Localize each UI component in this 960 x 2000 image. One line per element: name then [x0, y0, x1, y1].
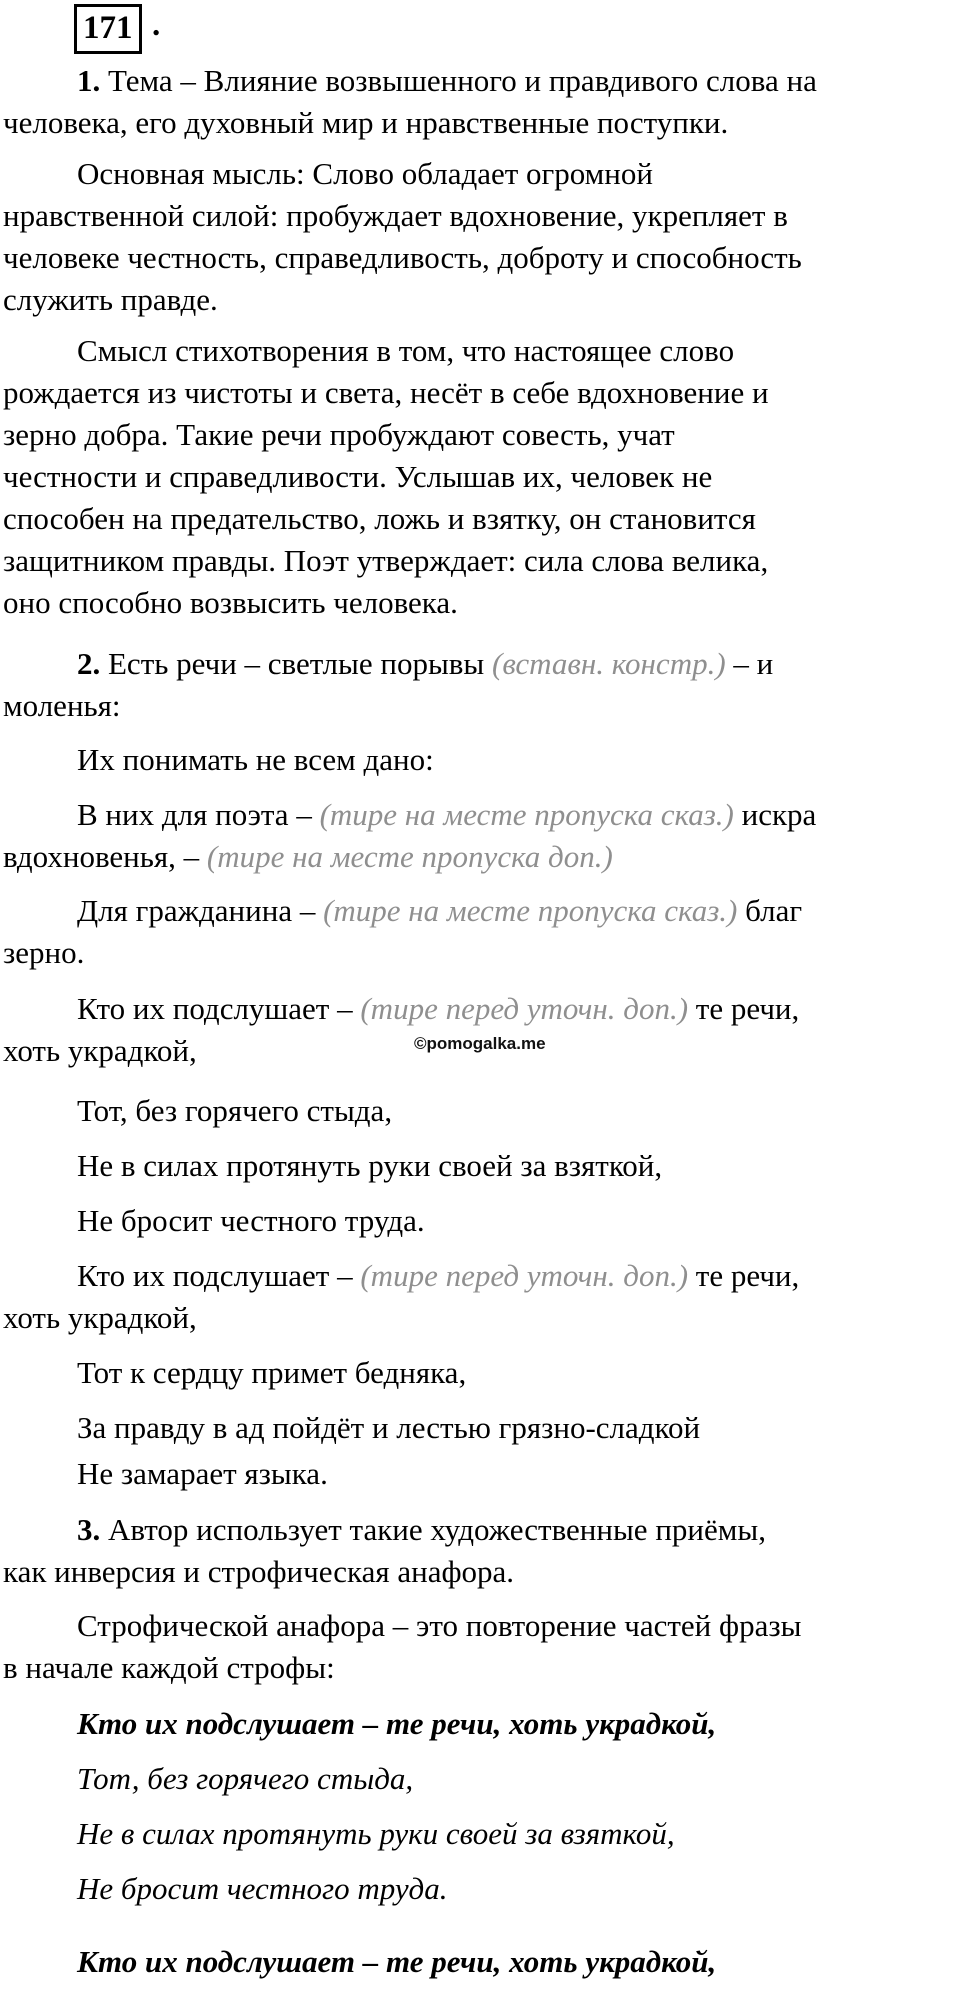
poem-text: вдохновенья, – [3, 839, 207, 874]
poem-line: За правду в ад пойдёт и лестью грязно-сладкой [77, 1410, 701, 1445]
section1-line-1 [77, 60, 954, 102]
main-idea-line-1: Основная мысль: Слово обладает огромной [77, 156, 653, 191]
section2-number: 2. [77, 646, 101, 681]
punctuation-note: (тире на месте пропуска сказ.) [323, 893, 738, 928]
poem-line: моленья: [3, 688, 121, 723]
example-line-bold: Кто их подслушает – те речи, хоть украдкой, [77, 1706, 717, 1741]
poem-text: Для гражданина – [77, 893, 324, 928]
punctuation-note: (тире перед уточн. доп.) [360, 1258, 689, 1293]
punctuation-note: (тире на месте пропуска сказ.) [319, 797, 734, 832]
anaphora-definition-line-1: Строфической анафора – это повторение частей фразы [77, 1608, 802, 1643]
poem-line [77, 988, 954, 1030]
section2-line-1 [77, 643, 954, 685]
poem-line [3, 836, 954, 878]
poem-line: зерно. [3, 935, 85, 970]
poem-line: Тот, без горячего стыда, [77, 1093, 393, 1128]
section3-line-1 [77, 1509, 954, 1551]
meaning-line-1: Смысл стихотворения в том, что настоящее слово [77, 333, 735, 368]
meaning-line-5: способен на предательство, ложь и взятку, он становится [3, 501, 756, 536]
example-line: Не бросит честного труда. [77, 1871, 448, 1906]
task-number-box [74, 4, 142, 54]
meaning-line-6: защитником правды. Поэт утверждает: сила слова велика, [3, 543, 769, 578]
main-idea-line-4: служить правде. [3, 282, 218, 317]
watermark: ©pomogalka.me [414, 1034, 546, 1053]
poem-text: те речи, [688, 991, 800, 1026]
poem-text: В них для поэта – [77, 797, 320, 832]
section1-number: 1. [77, 63, 101, 98]
poem-text: Есть речи – светлые порывы [100, 646, 492, 681]
punctuation-note: (тире перед уточн. доп.) [360, 991, 689, 1026]
poem-line: Не в силах протянуть руки своей за взяткой, [77, 1148, 663, 1183]
section1-line-2: человека, его духовный мир и нравственные поступки. [3, 105, 729, 140]
poem-line: хоть украдкой, [3, 1300, 197, 1335]
example-line: Тот, без горячего стыда, [77, 1761, 414, 1796]
poem-line [77, 794, 954, 836]
example-line: Не в силах протянуть руки своей за взяткой, [77, 1816, 675, 1851]
anaphora-definition-line-2: в начале каждой строфы: [3, 1650, 335, 1685]
poem-text: – и [725, 646, 774, 681]
main-idea-line-2: нравственной силой: пробуждает вдохновение, укрепляет в [3, 198, 788, 233]
task-number: 171 [83, 10, 133, 46]
poem-text: Кто их подслушает – [77, 991, 361, 1026]
poem-line [77, 890, 954, 932]
main-idea-line-3: человеке честность, справедливость, доброту и способность [3, 240, 802, 275]
task-number-dot: . [152, 7, 161, 43]
example-line-bold: Кто их подслушает – те речи, хоть украдкой, [77, 1944, 717, 1979]
poem-line [77, 1255, 954, 1297]
punctuation-note: (вставн. констр.) [492, 646, 726, 681]
meaning-line-3: зерно добра. Такие речи пробуждают совесть, учат [3, 417, 675, 452]
poem-text: те речи, [688, 1258, 800, 1293]
poem-line: Не бросит честного труда. [77, 1203, 425, 1238]
poem-text: искра [733, 797, 817, 832]
section3-line-2: как инверсия и строфическая анафора. [3, 1554, 515, 1589]
section1-theme-text: Тема – Влияние возвышенного и правдивого слова на [100, 63, 817, 98]
poem-line: Не замарает языка. [77, 1456, 328, 1491]
poem-text: Кто их подслушает – [77, 1258, 361, 1293]
punctuation-note: (тире на месте пропуска доп.) [206, 839, 613, 874]
section3-number: 3. [77, 1512, 101, 1547]
poem-line: Тот к сердцу примет бедняка, [77, 1355, 467, 1390]
meaning-line-7: оно способно возвысить человека. [3, 585, 458, 620]
section3-text: Автор использует такие художественные приёмы, [100, 1512, 766, 1547]
poem-text: благ [737, 893, 803, 928]
meaning-line-2: рождается из чистоты и света, несёт в себе вдохновение и [3, 375, 769, 410]
meaning-line-4: честности и справедливости. Услышав их, человек не [3, 459, 713, 494]
poem-line: хоть украдкой, [3, 1033, 197, 1068]
poem-line: Их понимать не всем дано: [77, 742, 434, 777]
